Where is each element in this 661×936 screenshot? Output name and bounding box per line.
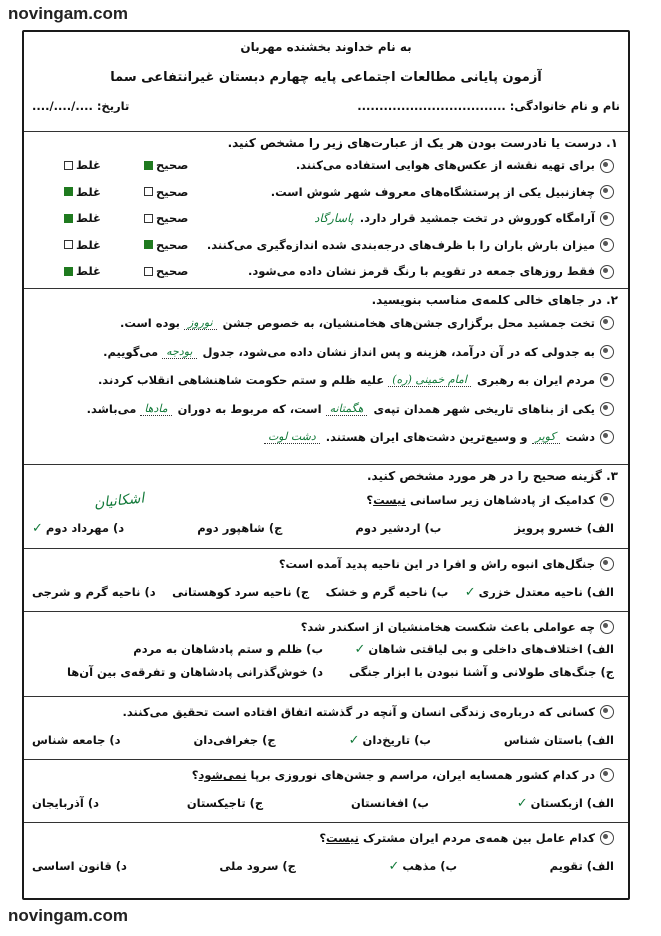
stem-end: ؟ bbox=[191, 768, 199, 782]
statement-text: چغازنبیل یکی از پرستشگاه‌های معروف شهر شوش است. bbox=[270, 184, 595, 199]
choice-text: د) مهرداد دوم bbox=[45, 520, 125, 535]
choice-option[interactable] bbox=[32, 733, 121, 747]
false-checkbox[interactable] bbox=[64, 240, 73, 249]
statement-text: میزان بارش باران را با ظرف‌های درجه‌بندی شده اندازه‌گیری می‌کنند. bbox=[206, 237, 595, 252]
choice-option[interactable] bbox=[326, 585, 449, 599]
statement bbox=[24, 158, 614, 173]
true-checkbox[interactable] bbox=[144, 187, 153, 196]
stem-text: کدام عامل بین همه‌ی مردم ایران مشترک bbox=[362, 831, 595, 845]
choice-option[interactable] bbox=[172, 585, 309, 599]
checkmark-icon: ✓ bbox=[388, 858, 400, 874]
mcq-stem bbox=[24, 823, 628, 853]
handwritten-answer: نوروز bbox=[184, 316, 217, 330]
exam-title: آزمون پایانی مطالعات اجتماعی پایه چهارم دبستان غیرانتفاعی سما bbox=[110, 70, 542, 85]
bullet-icon bbox=[600, 768, 614, 782]
sentence-part: تخت جمشید محل برگزاری جشن‌های هخامنشیان، به خصوص جشن bbox=[222, 316, 595, 331]
question-2-title: ۲. در جاهای خالی کلمه‌ی مناسب بنویسید. bbox=[371, 293, 618, 307]
student-info-line bbox=[24, 99, 628, 113]
false-label: غلط bbox=[76, 264, 101, 279]
handwritten-answer: هگمتانه bbox=[326, 402, 368, 416]
true-false-row bbox=[24, 205, 628, 232]
handwritten-note-q3: اشکانیان bbox=[93, 490, 145, 512]
choice-text: ج) تاجیکستان bbox=[186, 796, 264, 810]
choice-text: الف) تقویم bbox=[549, 859, 614, 873]
choice-list bbox=[24, 853, 628, 879]
statement bbox=[24, 185, 614, 200]
stem-emphasis: نمی‌شود bbox=[198, 768, 247, 782]
choice-option[interactable] bbox=[219, 859, 296, 873]
handwritten-correction: پاسارگاد bbox=[314, 211, 354, 225]
choice-option[interactable] bbox=[388, 859, 457, 874]
statement-text: آرامگاه کوروش در تخت جمشید قرار دارد. bbox=[359, 211, 595, 225]
option-false[interactable] bbox=[64, 211, 101, 225]
fill-blank-list bbox=[24, 309, 628, 452]
choice-text: د) ناحیه گرم و شرجی bbox=[32, 585, 156, 599]
choice-list bbox=[24, 642, 628, 679]
handwritten-answer: کویر bbox=[532, 430, 560, 444]
option-true[interactable] bbox=[144, 264, 188, 278]
handwritten-answer: بودجه bbox=[162, 345, 196, 359]
false-label: غلط bbox=[76, 237, 101, 252]
choice-option[interactable] bbox=[323, 642, 614, 657]
bullet-icon bbox=[600, 316, 614, 330]
option-true[interactable] bbox=[144, 211, 188, 225]
stem-emphasis: نیست bbox=[326, 831, 359, 845]
choice-option[interactable] bbox=[32, 642, 323, 657]
statement bbox=[24, 238, 614, 253]
true-checkbox[interactable] bbox=[144, 161, 153, 170]
statement bbox=[24, 264, 614, 279]
stem-text: در کدام کشور همسایه ایران، مراسم و جشن‌های نوروزی برپا bbox=[250, 768, 595, 782]
choice-text: ج) سرود ملی bbox=[219, 859, 296, 873]
mcq-stem bbox=[24, 549, 628, 579]
true-false-list bbox=[24, 152, 628, 285]
choice-option[interactable] bbox=[32, 796, 99, 810]
option-false[interactable] bbox=[64, 238, 101, 252]
fill-blank-row bbox=[24, 338, 628, 367]
option-true[interactable] bbox=[144, 158, 188, 172]
choice-option[interactable] bbox=[323, 665, 614, 679]
bullet-icon bbox=[600, 238, 614, 252]
bullet-icon bbox=[600, 831, 614, 845]
checkmark-icon: ✓ bbox=[516, 795, 528, 811]
option-false[interactable] bbox=[64, 264, 101, 278]
stem-text: کسانی که درباره‌ی زندگی انسان و آنچه در گذشته اتفاق افتاده است تحقیق می‌کنند. bbox=[122, 705, 595, 719]
bullet-icon bbox=[600, 212, 614, 226]
bullet-icon bbox=[600, 557, 614, 571]
false-checkbox[interactable] bbox=[64, 214, 73, 223]
true-checkbox[interactable] bbox=[144, 267, 153, 276]
option-true[interactable] bbox=[144, 185, 188, 199]
false-label: غلط bbox=[76, 211, 101, 226]
choice-text: د) جامعه شناس bbox=[32, 733, 121, 747]
choice-text: ب) افغانستان bbox=[351, 796, 429, 810]
choice-option[interactable] bbox=[504, 733, 614, 747]
sentence-part: دشت bbox=[565, 430, 595, 445]
sentence-part: مردم ایران به رهبری bbox=[476, 373, 595, 388]
choice-text: ج) جغرافی‌دان bbox=[193, 733, 276, 747]
choice-text: ب) اردشیر دوم bbox=[355, 521, 442, 535]
bullet-icon bbox=[600, 430, 614, 444]
option-true[interactable] bbox=[144, 238, 188, 252]
basmala-line: به نام خداوند بخشنده مهربان bbox=[240, 40, 412, 54]
exam-header bbox=[24, 32, 628, 132]
sentence-part: علیه ظلم و ستم حکومت شاهنشاهی انقلاب کردند. bbox=[97, 373, 385, 388]
choice-text: د) قانون اساسی bbox=[32, 859, 127, 873]
choice-text: الف) باستان شناس bbox=[503, 733, 614, 747]
checkmark-icon: ✓ bbox=[348, 732, 360, 748]
stem-emphasis: نیست bbox=[373, 493, 406, 507]
bullet-icon bbox=[600, 493, 614, 507]
choice-text: الف) اختلاف‌های داخلی و بی لیاقتی شاهان bbox=[368, 642, 614, 656]
choice-text: ب) ناحیه گرم و خشک bbox=[325, 585, 449, 599]
true-checkbox[interactable] bbox=[144, 240, 153, 249]
choice-text: ب) تاریخ‌دان bbox=[362, 732, 431, 747]
choice-option[interactable] bbox=[187, 796, 263, 810]
watermark-top: novingam.com bbox=[8, 4, 128, 23]
choice-list bbox=[24, 790, 628, 816]
date-field-label: تاریخ: ..../..../.... bbox=[32, 99, 130, 113]
choice-option[interactable] bbox=[355, 521, 441, 535]
exam-sheet bbox=[22, 30, 630, 900]
sentence-part: وسیع‌ترین دشت‌های ایران هستند. bbox=[325, 430, 517, 445]
choice-text: ج) جنگ‌های طولانی و آشنا نبودن با ابزار جنگی bbox=[349, 665, 614, 679]
choice-option[interactable] bbox=[32, 521, 124, 536]
sentence-part: است، که مربوط به دوران bbox=[177, 401, 322, 416]
option-false[interactable] bbox=[64, 158, 101, 172]
statement bbox=[24, 211, 614, 226]
question-2-section bbox=[24, 289, 628, 465]
mcq-item bbox=[24, 611, 628, 696]
stem-end: ؟ bbox=[319, 831, 327, 845]
bullet-icon bbox=[600, 705, 614, 719]
choice-text: د) آذربایجان bbox=[32, 796, 100, 810]
sentence-part: می‌گوییم. bbox=[103, 344, 159, 359]
true-false-row bbox=[24, 179, 628, 206]
stem-text: کدامیک از پادشاهان زیر ساسانی bbox=[409, 493, 595, 507]
choice-option[interactable] bbox=[514, 521, 614, 535]
question-3-title: ۳. گزینه صحیح را در هر مورد مشخص کنید. bbox=[366, 469, 618, 483]
fill-blank-row bbox=[24, 395, 628, 424]
question-3-section bbox=[24, 465, 628, 885]
true-label: صحیح bbox=[156, 211, 189, 226]
true-label: صحیح bbox=[156, 237, 189, 252]
handwritten-answer: امام خمینی (ره) bbox=[388, 373, 471, 387]
checkmark-icon: ✓ bbox=[354, 642, 366, 657]
fill-blank-row bbox=[24, 366, 628, 395]
bullet-icon bbox=[600, 373, 614, 387]
true-label: صحیح bbox=[156, 158, 189, 173]
choice-text: الف) خسرو پرویز bbox=[514, 521, 614, 535]
false-checkbox[interactable] bbox=[64, 267, 73, 276]
false-label: غلط bbox=[76, 158, 101, 173]
true-false-row bbox=[24, 258, 628, 285]
choice-option[interactable] bbox=[465, 585, 614, 600]
true-label: صحیح bbox=[156, 264, 189, 279]
stem-end: ؟ bbox=[366, 493, 374, 507]
choice-option[interactable] bbox=[550, 859, 614, 873]
stem-text: چه عواملی باعث شکست هخامنشیان از اسکندر شد؟ bbox=[300, 620, 595, 634]
stem-text: جنگل‌های انبوه راش و افرا در این ناحیه پدید آمده است؟ bbox=[278, 557, 595, 571]
choice-text: ب) ظلم و ستم پادشاهان به مردم bbox=[133, 642, 323, 656]
handwritten-answer: دشت لوت bbox=[264, 430, 320, 444]
true-false-row bbox=[24, 232, 628, 259]
mcq-item bbox=[24, 548, 628, 611]
bullet-icon bbox=[600, 402, 614, 416]
mcq-item bbox=[24, 822, 628, 885]
choice-list bbox=[24, 515, 628, 541]
name-field-label: نام و نام خانوادگی: .................................. bbox=[357, 99, 620, 113]
choice-option[interactable] bbox=[349, 733, 431, 748]
bullet-icon bbox=[600, 265, 614, 279]
fill-blank-row bbox=[24, 309, 628, 338]
statement-text: برای تهیه نقشه از عکس‌های هوایی استفاده می‌کنند. bbox=[295, 158, 595, 172]
sentence-part: و bbox=[520, 430, 528, 445]
watermark-bottom: novingam.com bbox=[8, 906, 128, 925]
sentence-part: به جدولی که در آن درآمد، هزینه و پس انداز نشان داده می‌شود، جدول bbox=[202, 344, 595, 359]
sentence-part: بوده است. bbox=[119, 316, 180, 331]
false-checkbox[interactable] bbox=[64, 187, 73, 196]
sentence-part: یکی از بناهای تاریخی شهر همدان تپه‌ی bbox=[373, 401, 595, 416]
mcq-stem bbox=[24, 697, 628, 727]
bullet-icon bbox=[600, 620, 614, 634]
mcq-item bbox=[24, 696, 628, 759]
statement-text: فقط روزهای جمعه در تقویم با رنگ قرمز نشان داده می‌شود. bbox=[247, 264, 595, 278]
mcq-stem bbox=[24, 760, 628, 790]
bullet-icon bbox=[600, 185, 614, 199]
false-checkbox[interactable] bbox=[64, 161, 73, 170]
sentence-part: می‌باشد. bbox=[86, 401, 137, 416]
true-false-row bbox=[24, 152, 628, 179]
choice-option[interactable] bbox=[32, 859, 127, 873]
fill-blank-row bbox=[24, 423, 628, 452]
choice-text: الف) ازبکستان bbox=[530, 795, 614, 810]
bullet-icon bbox=[600, 345, 614, 359]
choice-text: ب) مذهب bbox=[402, 858, 458, 873]
choice-text: الف) ناحیه معتدل خزری bbox=[478, 584, 614, 599]
choice-option[interactable] bbox=[32, 665, 323, 679]
choice-list bbox=[24, 579, 628, 605]
false-label: غلط bbox=[76, 184, 101, 199]
true-label: صحیح bbox=[156, 184, 189, 199]
mcq-item bbox=[24, 759, 628, 822]
choice-text: د) خوش‌گذرانی پادشاهان و تفرقه‌ی بین آن‌ها bbox=[66, 665, 323, 679]
choice-option[interactable] bbox=[197, 521, 282, 535]
choice-option[interactable] bbox=[193, 733, 275, 747]
true-checkbox[interactable] bbox=[144, 214, 153, 223]
choice-option[interactable] bbox=[517, 796, 614, 811]
choice-text: ج) شاهپور دوم bbox=[197, 521, 283, 535]
choice-list bbox=[24, 727, 628, 753]
choice-option[interactable] bbox=[32, 585, 156, 599]
checkmark-icon: ✓ bbox=[464, 584, 476, 600]
question-1-section bbox=[24, 132, 628, 289]
choice-option[interactable] bbox=[351, 796, 429, 810]
choice-text: ج) ناحیه سرد کوهستانی bbox=[172, 585, 310, 599]
option-false[interactable] bbox=[64, 185, 101, 199]
handwritten-answer: مادها bbox=[140, 402, 171, 416]
mcq-stem bbox=[24, 612, 628, 642]
bullet-icon bbox=[600, 159, 614, 173]
question-1-title: ۱. درست یا نادرست بودن هر یک از عبارت‌های زیر را مشخص کنید. bbox=[227, 136, 618, 150]
checkmark-icon: ✓ bbox=[32, 520, 43, 536]
multiple-choice-list bbox=[24, 485, 628, 885]
